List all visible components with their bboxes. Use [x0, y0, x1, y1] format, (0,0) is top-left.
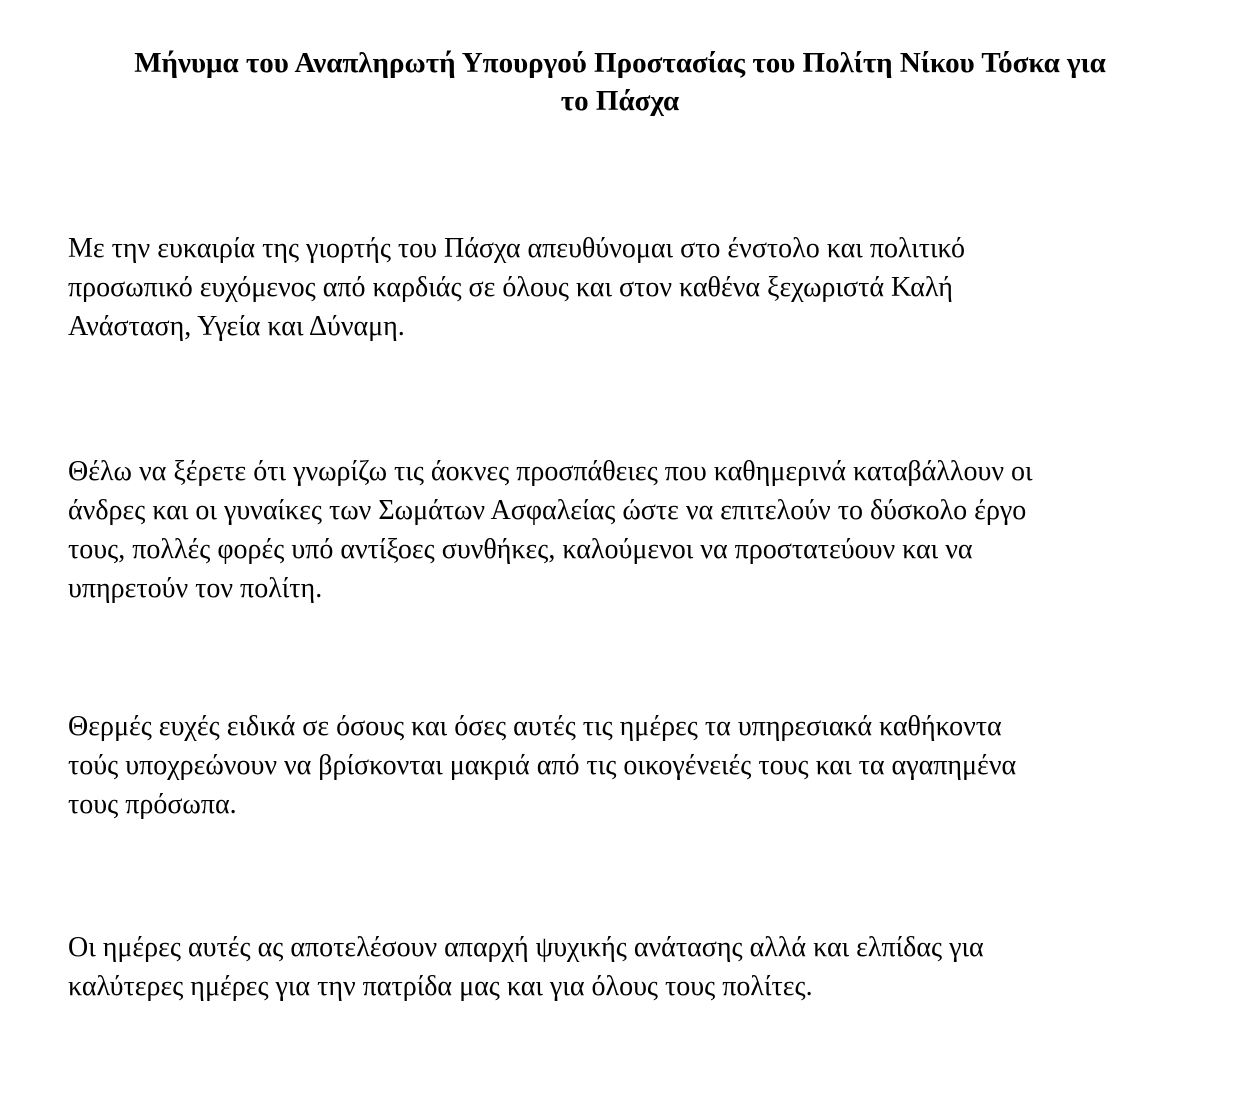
paragraph-line: Θερμές ευχές ειδικά σε όσους και όσες αυτές τις ημέρες τα υπηρεσιακά καθήκοντα	[68, 711, 1002, 742]
paragraph-line: Με την ευκαιρία της γιορτής του Πάσχα απευθύνομαι στο ένστολο και πολιτικό	[68, 233, 966, 264]
paragraph-line: προσωπικό ευχόμενος από καρδιάς σε όλους και στον καθένα ξεχωριστά Καλή	[68, 272, 953, 303]
paragraph-line: τους πρόσωπα.	[68, 789, 237, 820]
paragraph-line: Ανάσταση, Υγεία και Δύναμη.	[68, 311, 405, 342]
title-line-2: το Πάσχα	[560, 85, 680, 117]
paragraph-wishes	[68, 707, 1178, 824]
paragraph-line: υπηρετούν τον πολίτη.	[68, 573, 323, 604]
document-title	[60, 44, 1180, 120]
paragraph-line: άνδρες και οι γυναίκες των Σωμάτων Ασφαλείας ώστε να επιτελούν το δύσκολο έργο	[68, 495, 1027, 526]
paragraph-line: Θέλω να ξέρετε ότι γνωρίζω τις άοκνες προσπάθειες που καθημερινά καταβάλλουν οι	[68, 456, 1033, 487]
paragraph-closing	[68, 928, 1178, 1006]
paragraph-acknowledgement	[68, 452, 1178, 608]
paragraph-line: τους, πολλές φορές υπό αντίξοες συνθήκες, καλούμενοι να προστατεύουν και να	[68, 534, 973, 565]
title-line-1: Μήνυμα του Αναπληρωτή Υπουργού Προστασίας του Πολίτη Νίκου Τόσκα για	[134, 47, 1106, 79]
paragraph-line: Οι ημέρες αυτές ας αποτελέσουν απαρχή ψυχικής ανάτασης αλλά και ελπίδας για	[68, 932, 984, 963]
paragraph-line: καλύτερες ημέρες για την πατρίδα μας και για όλους τους πολίτες.	[68, 971, 813, 1002]
paragraph-line: τούς υποχρεώνουν να βρίσκονται μακριά από τις οικογένειές τους και τα αγαπημένα	[68, 750, 1017, 781]
paragraph-greeting	[68, 229, 1178, 346]
